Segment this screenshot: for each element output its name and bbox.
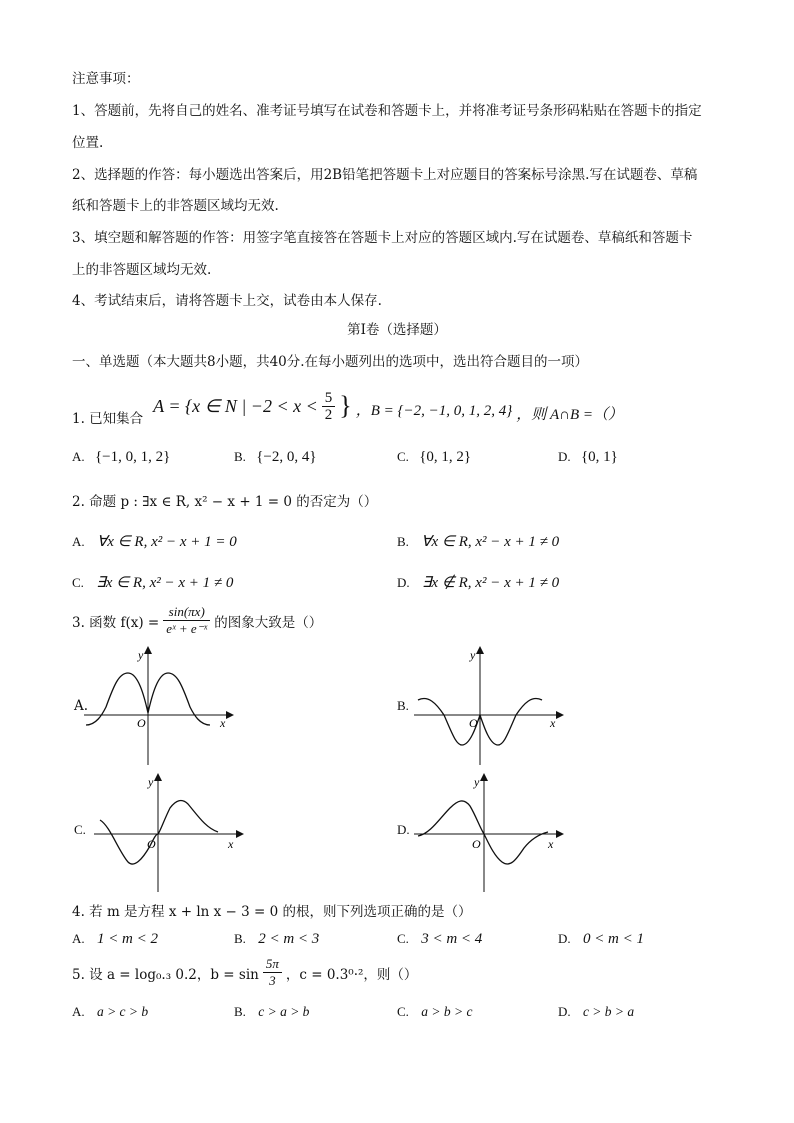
q1-prefix: 1. 已知集合 [72, 411, 144, 427]
option-text: {−2, 0, 4} [256, 449, 317, 465]
x-axis-arrow [236, 830, 244, 838]
q1-set-a-right: } [339, 391, 352, 420]
note-item-1-line-2: 位置. [72, 135, 104, 151]
q5-option-d [558, 1004, 634, 1020]
option-text: {−1, 0, 1, 2} [94, 449, 171, 465]
part-1-heading: 一、单选题（本大题共8小题，共40分.在每小题列出的选项中，选出符合题目的一项） [72, 354, 589, 370]
q5-fraction [263, 956, 282, 989]
q4-option-a [72, 931, 158, 948]
x-axis-label: x [228, 837, 234, 851]
y-axis-label: y [138, 648, 144, 662]
option-label: B. [397, 534, 409, 549]
q2-option-a [72, 532, 237, 551]
q3-graph-d [414, 772, 564, 892]
question-3-stem [72, 604, 322, 637]
x-axis-arrow [226, 711, 234, 719]
option-text: 3 < m < 4 [421, 931, 483, 947]
notes-title: 注意事项： [72, 71, 140, 87]
q3-fraction [163, 604, 210, 637]
q1-option-b [234, 449, 317, 466]
y-axis-arrow [480, 773, 488, 781]
origin-label: O [469, 716, 478, 730]
q3-graph-b [414, 645, 564, 765]
q1-fraction [322, 390, 336, 423]
q5-fraction-numerator: 5π [263, 956, 282, 973]
option-label: D. [558, 1004, 571, 1019]
note-item-4: 4、考试结束后，请将答题卡上交，试卷由本人保存. [72, 293, 382, 309]
q3-option-d-label: D. [397, 822, 410, 837]
option-text: ∀x ∈ R, x² − x + 1 = 0 [96, 534, 237, 550]
y-axis-arrow [476, 646, 484, 654]
q1-option-d [558, 449, 618, 466]
q3-option-c-label: C. [74, 822, 86, 837]
note-item-2-line-2: 纸和答题卡上的非答题区域均无效. [72, 198, 279, 214]
option-label: D. [397, 575, 410, 590]
q1-option-c [397, 449, 471, 466]
q3-fraction-numerator: sin(πx) [163, 604, 210, 621]
q1-set-a-left: A = {x ∈ N | −2 < x < [153, 395, 318, 416]
option-label: C. [397, 449, 409, 464]
q1-suffix: ，则 A∩B =（） [516, 406, 624, 423]
origin-label: O [147, 837, 156, 851]
note-item-3-line-2: 上的非答题区域均无效. [72, 262, 212, 278]
question-2-stem: 2. 命题 p : ∃x ∈ R, x² − x + 1 = 0 的否定为（） [72, 494, 378, 510]
option-label: B. [234, 931, 246, 946]
q3-suffix: 的图象大致是（） [214, 614, 323, 631]
q2-option-c [72, 573, 233, 592]
x-axis-label: x [548, 837, 554, 851]
q3-graph-a [84, 645, 234, 765]
option-label: C. [397, 1004, 409, 1019]
q1-option-a [72, 449, 170, 466]
q3-option-b-label: B. [397, 698, 409, 713]
y-axis-label: y [470, 648, 476, 662]
option-text: 1 < m < 2 [96, 931, 159, 947]
q5-option-c [397, 1004, 472, 1020]
y-axis-label: y [474, 775, 480, 789]
x-axis-arrow [556, 830, 564, 838]
q5-stem-a: 5. 设 a = log₀.₃ 0.2，b = sin [72, 966, 259, 983]
option-label: A. [72, 534, 85, 549]
option-text: {0, 1} [580, 449, 618, 465]
option-text: c > a > b [258, 1004, 310, 1019]
x-axis-label: x [550, 716, 556, 730]
option-text: ∀x ∈ R, x² − x + 1 ≠ 0 [421, 534, 560, 550]
y-axis-arrow [144, 646, 152, 654]
question-5-stem [72, 956, 417, 989]
x-axis-label: x [220, 716, 226, 730]
x-axis-arrow [556, 711, 564, 719]
option-label: A. [72, 449, 85, 464]
q3-prefix: 3. 函数 f(x) = [72, 614, 160, 631]
option-text: 2 < m < 3 [258, 931, 320, 947]
question-4-stem: 4. 若 m 是方程 x + ln x − 3 = 0 的根，则下列选项正确的是（） [72, 904, 472, 920]
y-axis-label: y [148, 775, 154, 789]
option-text: a > c > b [96, 1004, 149, 1019]
curve [418, 801, 548, 864]
q3-fraction-denominator: eˣ + e⁻ˣ [166, 621, 208, 636]
q3-option-a-label: A. [74, 698, 89, 714]
option-text: ∃x ∉ R, x² − x + 1 ≠ 0 [421, 575, 560, 591]
q1-set-b: ，B = {−2, −1, 0, 1, 2, 4} [355, 402, 513, 419]
curve [100, 801, 218, 865]
note-item-3-line-1: 3、填空题和解答题的作答：用签字笔直接答在答题卡上对应的答题区域内.写在试题卷、草稿纸和答题卡 [72, 230, 693, 246]
question-1-stem [72, 385, 623, 427]
q1-fraction-denominator: 2 [324, 406, 333, 423]
q5-fraction-denominator: 3 [269, 973, 276, 988]
q2-option-b [397, 532, 559, 551]
q5-option-b [234, 1004, 309, 1020]
q1-fraction-numerator: 5 [322, 390, 336, 407]
origin-label: O [472, 837, 481, 851]
q4-option-c [397, 931, 482, 948]
option-label: B. [234, 449, 246, 464]
option-text: 0 < m < 1 [582, 931, 645, 947]
option-text: c > b > a [582, 1004, 635, 1019]
option-label: B. [234, 1004, 246, 1019]
q5-stem-b: ，c = 0.3⁰·²，则（） [285, 966, 418, 983]
option-label: A. [72, 931, 85, 946]
option-label: D. [558, 931, 571, 946]
note-item-2-line-1: 2、选择题的作答：每小题选出答案后，用2B铅笔把答题卡上对应题目的答案标号涂黑.写在试题卷、草稿 [72, 167, 698, 183]
note-item-1-line-1: 1、答题前，先将自己的姓名、准考证号填写在试卷和答题卡上，并将准考证号条形码粘贴在答题卡的指定 [72, 103, 702, 119]
q5-option-a [72, 1004, 148, 1020]
option-label: D. [558, 449, 571, 464]
q2-option-d [397, 573, 559, 592]
q4-option-d [558, 931, 644, 948]
option-label: A. [72, 1004, 85, 1019]
q3-graph-c [94, 772, 244, 892]
option-text: a > b > c [421, 1004, 473, 1019]
section-title: 第Ⅰ卷（选择题） [347, 322, 447, 338]
option-text: {0, 1, 2} [419, 449, 472, 465]
y-axis-arrow [154, 773, 162, 781]
origin-label: O [137, 716, 146, 730]
q4-option-b [234, 931, 319, 948]
option-text: ∃x ∈ R, x² − x + 1 ≠ 0 [96, 575, 234, 591]
option-label: C. [72, 575, 84, 590]
option-label: C. [397, 931, 409, 946]
